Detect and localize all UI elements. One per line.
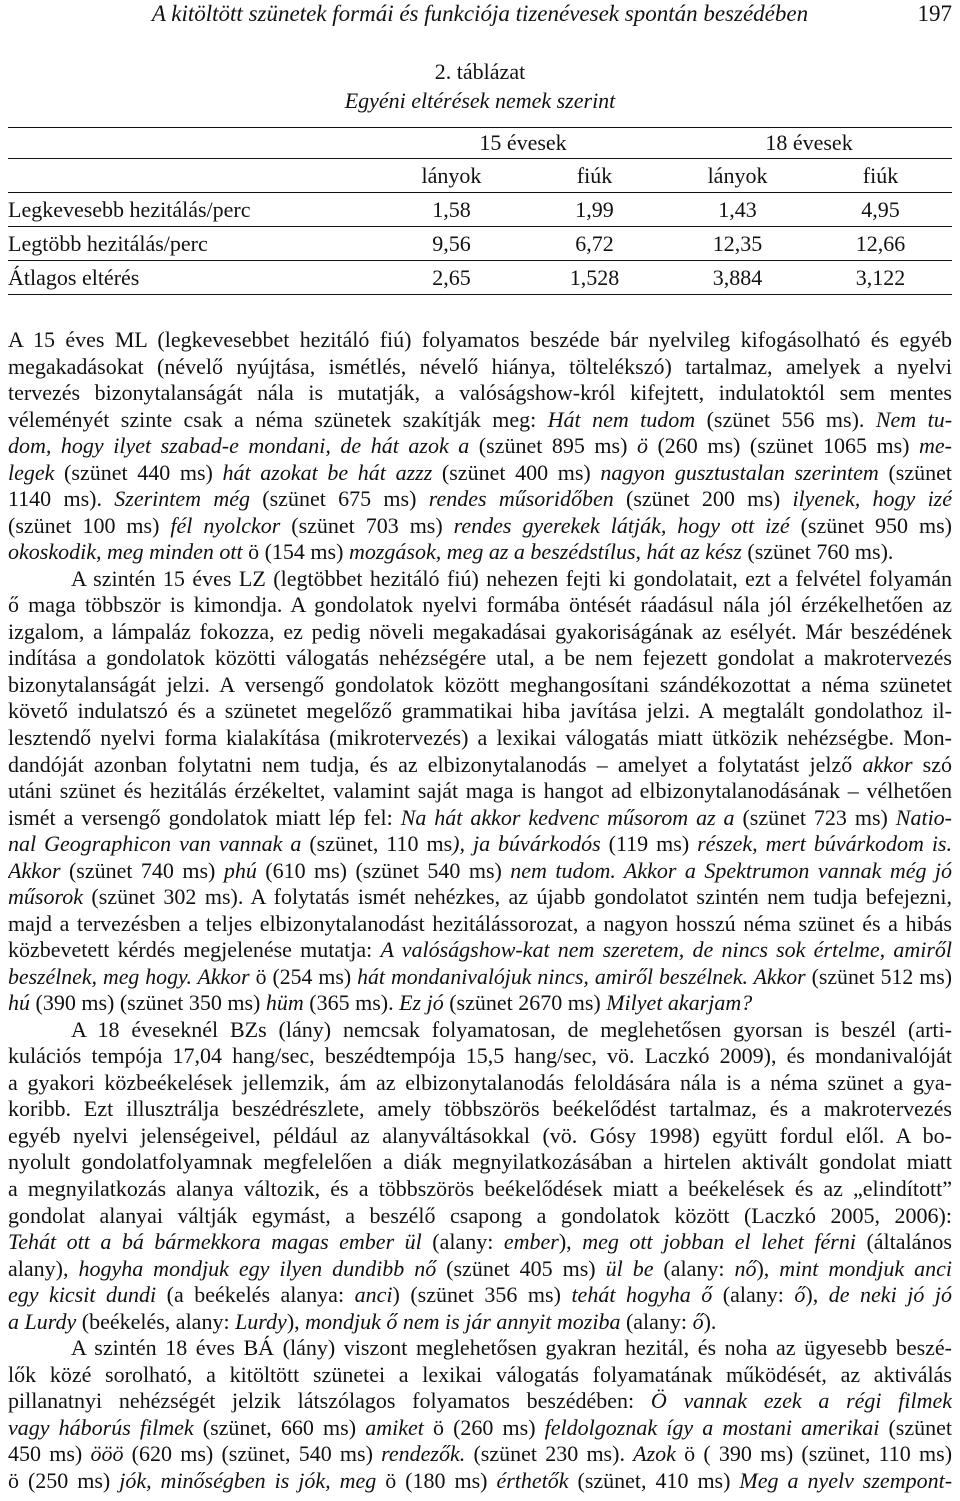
text-run: (szünet 950 ms) <box>789 512 952 538</box>
table-subheader-row <box>8 159 952 193</box>
text-run: megakadásokat (névelő nyújtása, ismétlés, névelő hiánya, töltelékszó) tartalmaz, amelyek a nyelvi <box>8 353 952 379</box>
italic-text-run: nal Geographicon van vannak a <box>8 831 302 857</box>
italic-text-run: hát azokat be hát azzz <box>222 459 433 485</box>
table-cell: 4,95 <box>861 196 900 222</box>
text-line <box>8 433 952 460</box>
italic-text-run: me- <box>919 433 952 459</box>
running-head <box>8 0 952 28</box>
italic-text-run: rendezők. <box>381 1441 466 1467</box>
text-line <box>8 672 952 699</box>
row-label: Legkevesebb hezitálás/perc <box>8 196 251 222</box>
text-run: (365 ms). <box>303 990 400 1016</box>
text-line <box>8 884 952 911</box>
italic-text-run: rendes gyerekek látják, hogy ott izé <box>453 512 790 538</box>
text-run: A 15 éves ML (legkevesebbet hezitáló fiú) folyamatos beszéde bár nyelvileg kifogásolható és egyéb <box>8 327 952 352</box>
italic-text-run: Tehát ott a bá bármekkora magas ember ül <box>8 1229 422 1255</box>
italic-text-run: beszélnek, meg hogy. Akkor <box>8 964 250 989</box>
table-row <box>8 193 952 227</box>
table-cell: 9,56 <box>432 230 471 256</box>
italic-text-run: egy kicsit dundi <box>8 1282 157 1308</box>
italic-text-run: hüm <box>265 990 304 1016</box>
text-line <box>8 778 952 805</box>
text-run: ö (154 ms) <box>242 539 349 565</box>
text-run: ), <box>558 1229 583 1255</box>
data-table <box>8 127 952 295</box>
text-run: ő maga többször is kimondja. A gondolatok nyelvi formába öntését ráadásul nála jól érzékelhetően az <box>8 592 952 618</box>
text-run: pillanatnyi nehézségét jelzik látszólagos folyamatos beszédében: <box>8 1388 651 1414</box>
text-run: ), <box>805 1282 829 1308</box>
table-cell: 1,528 <box>569 264 620 290</box>
text-run: tervezés bizonytalanságát nála is mutatják, a valóságshow-król kifejtett, indulatoktól sem mentes <box>8 380 952 406</box>
text-line <box>8 1096 952 1123</box>
text-run: (alany: <box>712 1282 795 1308</box>
table-cell: 6,72 <box>575 230 614 256</box>
text-line <box>8 964 952 991</box>
text-line <box>8 805 952 832</box>
table-group-header-row <box>8 128 952 159</box>
italic-text-run: fél nyolckor <box>170 512 281 538</box>
italic-text-run: ő <box>794 1282 806 1308</box>
text-run: ö (254 ms) <box>249 964 358 989</box>
text-run: (szünet 556 ms). <box>695 406 876 432</box>
table-cell: 12,66 <box>855 230 906 256</box>
group-header-18: 18 évesek <box>765 130 853 155</box>
text-run: 450 ms) <box>8 1441 91 1467</box>
text-run: (beékelés, alany: <box>76 1308 236 1334</box>
text-line <box>8 1123 952 1150</box>
text-run: ) (szünet 356 ms) <box>392 1282 572 1308</box>
text-line <box>8 1441 952 1468</box>
text-line <box>8 1362 952 1389</box>
text-run: ö (180 ms) <box>376 1467 497 1493</box>
text-run: közbevetett kérdés megjelenése mutatja: <box>8 937 381 963</box>
text-run: (szünet, 110 ms <box>301 831 453 857</box>
italic-text-run: részek, mert búvárkodom is. <box>697 831 952 857</box>
text-line <box>8 1335 952 1362</box>
italic-text-run: Na hát akkor kedvenc műsorom az a <box>400 804 735 830</box>
column-header: lányok <box>707 162 768 188</box>
italic-text-run: A valóságshow-kat nem szeretem, de nincs sok értelme, amiről <box>380 937 952 963</box>
text-run: (szünet 895 ms) <box>469 433 637 459</box>
italic-text-run: műsorok <box>8 884 83 910</box>
text-run: utáni szünet és hezitálás érzékeltet, valamint saját maga is hangot ad elbizonytalanodásának – vélhetően <box>8 778 952 804</box>
text-run: kulációs tempója 17,04 hang/sec, beszédtempója 15,5 hang/sec, vö. Laczkó 2009), és mondanivalóját <box>8 1043 952 1069</box>
table-title: Egyéni eltérések nemek szerint <box>344 88 616 113</box>
text-line <box>8 858 952 885</box>
body-paragraph <box>8 1017 952 1335</box>
text-run: dandóját azonban folytatni nem tudja, és az elbizonytalanodás – amelyet a folytatást jelző <box>8 751 863 777</box>
text-run: (a beékelés alanya: <box>156 1282 355 1308</box>
table-cell: 3,122 <box>855 264 906 290</box>
body-paragraph <box>8 566 952 1017</box>
italic-text-run: anci <box>354 1282 393 1308</box>
text-line <box>8 460 952 487</box>
text-run: ), <box>756 1255 780 1281</box>
text-run: (alany: <box>421 1229 504 1255</box>
text-line <box>8 1415 952 1442</box>
body-paragraph <box>8 1335 952 1494</box>
italic-text-run: a Lurdy <box>8 1308 77 1334</box>
table-cell: 12,35 <box>712 230 763 256</box>
italic-text-run: jók, minőségben is jók, meg <box>119 1467 377 1493</box>
italic-text-run: Meg a nyelv szempont- <box>739 1467 952 1493</box>
text-line <box>8 592 952 619</box>
text-run: lesztendő nyelvi forma kialakítása (mikrotervezés) a lexikai válogatás miatt ütközik nehézségbe. Mon- <box>8 724 952 750</box>
group-header-15: 15 évesek <box>479 130 567 155</box>
text-run: 1140 ms). <box>8 486 115 512</box>
text-line <box>8 1282 952 1309</box>
italic-text-run: dom, hogy ilyet szabad-e mondani, de hát azok a <box>8 433 470 459</box>
text-run: (610 ms) (szünet 540 ms) <box>256 857 511 883</box>
italic-text-run: ), ja búvárkodós <box>452 831 601 857</box>
text-line <box>8 752 952 779</box>
body-paragraph <box>8 327 952 566</box>
italic-text-run: mint mondjuk anci <box>779 1255 952 1281</box>
italic-text-run: tehát hogyha ő <box>571 1282 713 1308</box>
text-run: a megnyilatkozás alanya változik, és a többszörös beékelődések miatt a beékelések és az „elindított” <box>8 1176 952 1201</box>
italic-text-run: Hát nem tudom <box>547 406 696 432</box>
text-line <box>8 937 952 964</box>
text-run: (szünet 200 ms) <box>613 486 793 512</box>
text-run: lők közé sorolható, a kitöltött szünetei a lexikai válogatás folyamatának működését, az aktiválás <box>8 1361 952 1387</box>
text-run: (szünet 723 ms) <box>734 804 896 830</box>
italic-text-run: Milyet akarjam? <box>606 990 753 1016</box>
text-run: egyéb nyelvi jelenségeivel, például az alanyváltásokkal (vö. Gósy 1998) együtt fordul elől. A bo- <box>8 1122 952 1148</box>
text-run: ), <box>286 1308 306 1334</box>
text-run: (119 ms) <box>600 831 698 857</box>
text-line <box>8 619 952 646</box>
text-run: (általános <box>855 1229 952 1255</box>
text-run: indítása a gondolatok közötti válogatás nehézségére utal, a be nem fejezett gondolat a makrotervezés <box>8 645 952 671</box>
italic-text-run: nem tudom. Akkor a Spektrumon vannak még jó <box>510 857 952 883</box>
text-line <box>8 645 952 672</box>
table-cell: 1,43 <box>718 196 757 222</box>
text-run: (szünet 740 ms) <box>60 857 224 883</box>
text-run: ). <box>703 1308 717 1334</box>
row-label: Átlagos eltérés <box>8 264 140 290</box>
text-run: (szünet 675 ms) <box>250 486 429 512</box>
table-corner-cell <box>8 159 380 193</box>
text-run: (390 ms) (szünet 350 ms) <box>30 990 266 1016</box>
text-line <box>8 1203 952 1230</box>
text-run: követő indulatszó és a szünetet megelőző grammatikai hiba javítása jelzi. A megtalált gondolathoz il- <box>8 698 952 724</box>
text-run: (szünet 100 ms) <box>8 512 171 538</box>
italic-text-run: ember <box>503 1229 559 1255</box>
italic-text-run: hú <box>8 990 30 1016</box>
text-line <box>8 380 952 407</box>
text-line <box>8 1468 952 1495</box>
text-line <box>8 1176 952 1203</box>
text-run: (szünet 703 ms) <box>280 512 454 538</box>
running-head-title: A kitöltött szünetek formái és funkciója tizenévesek spontán beszédében <box>151 1 809 26</box>
italic-text-run: Nem tu- <box>875 406 952 432</box>
text-run: (620 ms) (szünet, 540 ms) <box>123 1441 382 1467</box>
text-run: véleményét szinte csak a néma szünetek szakítják meg: <box>8 406 548 432</box>
text-run: (szünet <box>878 459 952 485</box>
text-run: (szünet 405 ms) <box>436 1255 606 1281</box>
italic-text-run: Ez jó <box>399 990 444 1016</box>
italic-text-run: Szerintem még <box>114 486 250 512</box>
italic-text-run: feldolgoznak így a mostani amerikai <box>544 1414 880 1440</box>
text-line <box>8 725 952 752</box>
italic-text-run: ül be <box>605 1255 654 1281</box>
text-run: (alany: <box>620 1308 693 1334</box>
italic-text-run: Natio- <box>895 804 952 830</box>
text-run: A 18 éveseknél BZs (lány) nemcsak folyamatosan, de meglehetősen gyorsan is beszél (arti- <box>71 1016 952 1042</box>
body-text <box>8 327 952 1494</box>
text-line <box>8 990 952 1017</box>
text-run: ö ( 390 ms) (szünet, 110 ms) <box>675 1441 952 1467</box>
text-line <box>8 1256 952 1283</box>
italic-text-run: ő <box>692 1308 704 1334</box>
text-run: (szünet 512 ms) <box>805 964 952 989</box>
italic-text-run: meg ott jobban el lehet férni <box>582 1229 856 1255</box>
text-run: ismét a versengő gondolatok miatt lép fel: <box>8 804 401 830</box>
text-line <box>8 1017 952 1044</box>
italic-text-run: ö <box>636 433 648 459</box>
text-run: bizonytalanságát jelzi. A versengő gondolatok között meghangosítani szándékozottat a néma szünetet <box>8 671 952 697</box>
text-run: (260 ms) (szünet 1065 ms) <box>647 433 920 459</box>
italic-text-run: nagyon gusztustalan szerintem <box>600 459 879 485</box>
text-line <box>8 539 952 566</box>
text-run: gondolat alanyai váltják egymást, a beszélő csapong a gondolatok között (Laczkó 2005, 2006): <box>8 1202 952 1228</box>
italic-text-run: ilyenek, hogy izé <box>792 486 952 512</box>
column-header: fiúk <box>862 162 899 188</box>
text-line <box>8 911 952 938</box>
text-run: (szünet <box>879 1414 952 1440</box>
italic-text-run: phú <box>223 857 257 883</box>
text-run: (szünet, 410 ms) <box>568 1467 740 1493</box>
italic-text-run: nő <box>734 1255 757 1281</box>
text-line <box>8 698 952 725</box>
italic-text-run: hogyha mondjuk egy ilyen dundibb nő <box>78 1255 437 1281</box>
column-header: fiúk <box>576 162 613 188</box>
text-run: A szintén 15 éves LZ (legtöbbet hezitáló fiú) nehezen fejti ki gondolatait, ezt a felvétel folyamán <box>71 565 952 591</box>
text-run: koribb. Ezt illusztrálja beszédrészlete, amely többszörös beékelődést tartalmaz, és a makrotervezés <box>8 1096 952 1122</box>
text-run: majd a tervezésben a teljes elbizonytalanodást hezitálássorozat, a nagyon hosszú néma szünet és a hibás <box>8 910 952 936</box>
text-run: A szintén 18 éves BÁ (lány) viszont meglehetősen gyakran hezitál, és noha az ügyesebb beszé- <box>71 1335 952 1361</box>
text-line <box>8 831 952 858</box>
text-run: (szünet, 660 ms) <box>193 1414 366 1440</box>
text-line <box>8 1229 952 1256</box>
text-line <box>8 1149 952 1176</box>
text-line <box>8 1388 952 1415</box>
italic-text-run: Azok <box>633 1441 676 1467</box>
italic-text-run: ööö <box>90 1441 124 1467</box>
row-label: Legtöbb hezitálás/perc <box>8 230 208 256</box>
text-run: (szünet 230 ms). <box>465 1441 634 1467</box>
text-run: szó <box>912 751 952 777</box>
text-run: (szünet 400 ms) <box>432 459 601 485</box>
text-run: (szünet 2670 ms) <box>443 990 607 1016</box>
italic-text-run: hát mondanivalójuk nincs, amiről beszélnek. Akkor <box>357 964 806 989</box>
italic-text-run: Akkor <box>8 857 61 883</box>
text-run: nyolult gondolatfolyamnak megfelelően a diák megnyilatkozásában a hirtelen aktivált gondolat miatt <box>8 1149 952 1175</box>
table-number: 2. táblázat <box>434 59 526 84</box>
table-corner-cell <box>8 128 380 159</box>
italic-text-run: amiket <box>365 1414 424 1440</box>
page-number: 197 <box>917 1 952 26</box>
italic-text-run: legek <box>8 459 55 485</box>
text-run: a gyakori közbeékelések jellemzik, ám az elbizonytalanodás feloldására nála is a néma szünet a gya- <box>8 1069 952 1095</box>
text-run: ö (250 ms) <box>8 1467 120 1493</box>
text-run: ö (260 ms) <box>423 1414 545 1440</box>
text-run: izgalom, a lámpaláz fokozza, ez pedig növeli megakadásai gyakoriságának az esélyét. Már beszédének <box>8 618 952 644</box>
text-run: (alany: <box>653 1255 735 1281</box>
italic-text-run: mondjuk ő nem is jár annyit moziba <box>305 1308 621 1334</box>
text-line <box>8 566 952 593</box>
text-line <box>8 354 952 381</box>
text-run: (szünet 760 ms). <box>741 539 894 565</box>
column-header: lányok <box>421 162 482 188</box>
italic-text-run: okoskodik, meg minden ott <box>8 539 243 565</box>
text-run: (szünet 302 ms). A folytatás ismét nehézkes, az újabb gondolatot szintén nem tudja befejezni, <box>82 884 952 910</box>
text-line <box>8 1309 952 1336</box>
text-run: (szünet 440 ms) <box>54 459 223 485</box>
text-line <box>8 1070 952 1097</box>
text-line <box>8 513 952 540</box>
italic-text-run: vagy háborús filmek <box>8 1414 194 1440</box>
text-line <box>8 327 952 354</box>
table-cell: 2,65 <box>432 264 471 290</box>
table-cell: 1,99 <box>575 196 614 222</box>
table-cell: 3,884 <box>712 264 763 290</box>
italic-text-run: akkor <box>862 751 913 777</box>
italic-text-run: mozgások, meg az a beszédstílus, hát az kész <box>348 539 742 565</box>
text-run: alany), <box>8 1255 79 1281</box>
italic-text-run: rendes műsoridőben <box>428 486 614 512</box>
text-line <box>8 486 952 513</box>
text-line <box>8 407 952 434</box>
italic-text-run: de neki jó jó <box>828 1282 952 1308</box>
table-row <box>8 261 952 295</box>
table-row <box>8 227 952 261</box>
italic-text-run: érthetők <box>496 1467 569 1493</box>
table-cell: 1,58 <box>432 196 471 222</box>
italic-text-run: Ö vannak ezek a régi filmek <box>650 1388 952 1414</box>
text-line <box>8 1043 952 1070</box>
italic-text-run: Lurdy <box>235 1308 287 1334</box>
